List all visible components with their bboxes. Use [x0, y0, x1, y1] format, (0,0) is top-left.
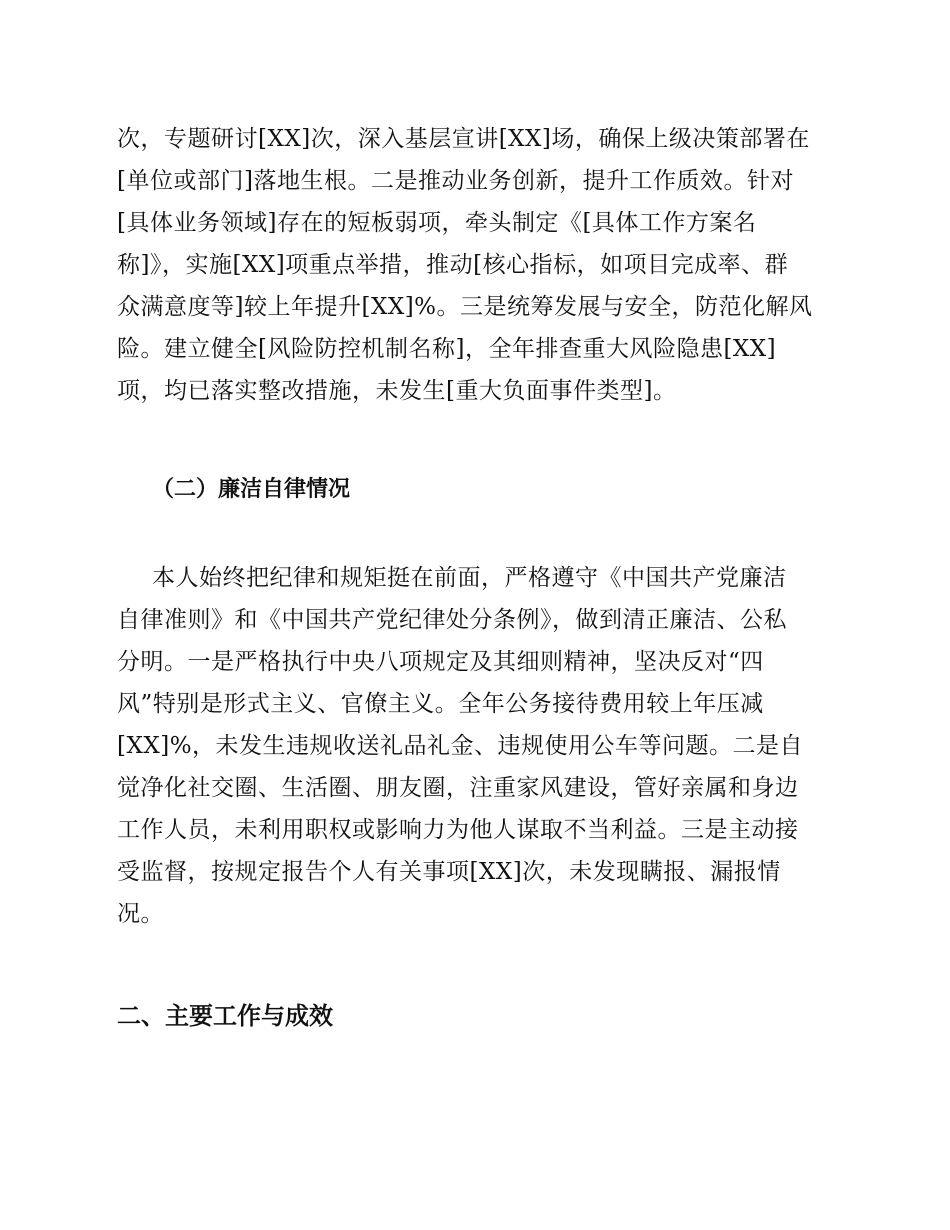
paragraph-line: 本人始终把纪律和规矩挺在前面，严格遵守《中国共产党廉洁: [152, 565, 787, 591]
paragraph-line: 众满意度等]较上年提升[XX]%。三是统筹发展与安全，防范化解风: [117, 294, 813, 320]
section-subheading: （二）廉洁自律情况: [152, 477, 351, 502]
section-heading: 二、主要工作与成效: [117, 1002, 333, 1030]
paragraph-line: [XX]%，未发生违规收送礼品礼金、违规使用公车等问题。二是自: [117, 733, 804, 759]
paragraph-line: [具体业务领域]存在的短板弱项，牵头制定《[具体工作方案名: [117, 210, 757, 236]
paragraph-line: 次，专题研讨[XX]次，深入基层宣讲[XX]场，确保上级决策部署在: [117, 126, 810, 152]
paragraph-line: 工作人员，未利用职权或影响力为他人谋取不当利益。三是主动接: [117, 817, 799, 843]
paragraph-line: 自律准则》和《中国共产党纪律处分条例》，做到清正廉洁、公私: [117, 607, 787, 633]
paragraph-line: 称]》，实施[XX]项重点举措，推动[核心指标，如项目完成率、群: [117, 252, 789, 278]
paragraph-line: 风”特别是形式主义、官僚主义。全年公务接待费用较上年压减: [117, 691, 764, 717]
paragraph-line: 况。: [117, 901, 164, 927]
paragraph-line: 觉净化社交圈、生活圈、朋友圈，注重家风建设，管好亲属和身边: [117, 775, 799, 801]
paragraph-line: 分明。一是严格执行中央八项规定及其细则精神，坚决反对“四: [117, 649, 764, 675]
paragraph-line: 项，均已落实整改措施，未发生[重大负面事件类型]。: [117, 378, 677, 404]
paragraph-line: [单位或部门]落地生根。二是推动业务创新，提升工作质效。针对: [117, 168, 794, 194]
paragraph-line: 受监督，按规定报告个人有关事项[XX]次，未发现瞒报、漏报情: [117, 859, 781, 885]
paragraph-line: 险。建立健全[风险防控机制名称]，全年排查重大风险隐患[XX]: [117, 336, 777, 362]
